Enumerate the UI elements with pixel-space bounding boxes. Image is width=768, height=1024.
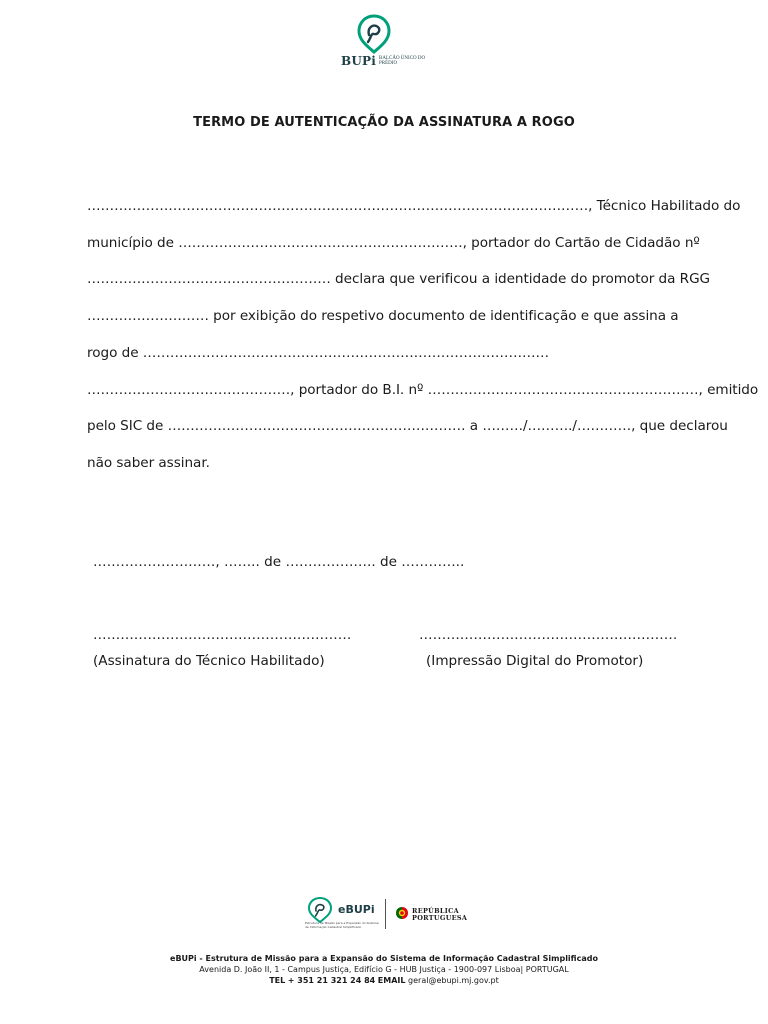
- body-line: ……………………… por exibição do respetivo documento de identificação e que assina a: [87, 308, 679, 325]
- location-pin-icon: [356, 14, 392, 54]
- republica-line-1: REPÚBLICA: [412, 907, 459, 915]
- ebupi-tagline: Estrutura de Missão para a Expansão do Sistema de Informação Cadastral Simplificado: [305, 921, 379, 929]
- signature-line-technician: …………………………………………………: [93, 627, 352, 643]
- footer-tel-label: TEL: [269, 976, 286, 985]
- republica-portuguesa-text: [412, 908, 467, 922]
- logo-wordmark: BUPi: [341, 54, 376, 68]
- footer-email: geral@ebupi.mj.gov.pt: [408, 976, 499, 985]
- footer-address: Avenida D. João II, 1 - Campus Justiça, Edifício G - HUB Justiça - 1900-097 Lisboa: [199, 965, 521, 974]
- signature-label-fingerprint: (Impressão Digital do Promotor): [426, 653, 644, 669]
- logo-subtitle: BALCÃO ÚNICO DO PRÉDIO: [379, 56, 426, 66]
- footer-email-label: EMAIL: [377, 976, 406, 985]
- footer-line-1: [0, 953, 768, 965]
- ebupi-pin-icon: [305, 897, 335, 923]
- body-line: não saber assinar.: [87, 454, 210, 471]
- republica-portuguesa-emblem-icon: [394, 905, 410, 921]
- body-line: …………………………………………………………………………………………………, Técnico Habilitado do: [87, 198, 741, 214]
- body-line: ……………………………………………… declara que verificou a identidade do promotor da RGG: [87, 271, 711, 288]
- footer-line-3: [0, 975, 768, 987]
- footer-tel: + 351 21 321 24 84: [287, 976, 376, 985]
- document-title: TERMO DE AUTENTICAÇÃO DA ASSINATURA A ROGO: [193, 115, 575, 130]
- bupi-logo: [340, 14, 430, 72]
- body-line: ………………………………………, portador do B.I. nº ……………………………………………………, emitido: [87, 381, 759, 398]
- body-line: pelo SIC de ………………………………………………………… a ………/………./…………, que declarou: [87, 418, 728, 435]
- signature-label-technician: (Assinatura do Técnico Habilitado): [93, 653, 325, 669]
- document-body: [87, 188, 759, 482]
- signature-line-fingerprint: …………………………………………………: [419, 627, 678, 643]
- footer-country: PORTUGAL: [525, 965, 569, 974]
- republica-line-2: PORTUGUESA: [412, 914, 468, 922]
- ebupi-wordmark: eBUPi: [338, 903, 375, 916]
- logo-divider: [385, 899, 386, 929]
- footer-line-2: Avenida D. João II, 1 - Campus Justiça, Edifício G - HUB Justiça - 1900-097 Lisboa| PORTUGAL: [199, 965, 569, 974]
- footer-logos: [305, 895, 475, 935]
- date-line: ………………………, …….. de ……………….. de …………..: [93, 554, 465, 570]
- body-line: município de ………………………………………………………, portador do Cartão de Cidadão nº: [87, 234, 700, 251]
- footer-organization: eBUPi - Estrutura de Missão para a Expansão do Sistema de Informação Cadastral Simplificado: [170, 954, 598, 963]
- body-line: rogo de ………………………………………………………………………………: [87, 344, 550, 361]
